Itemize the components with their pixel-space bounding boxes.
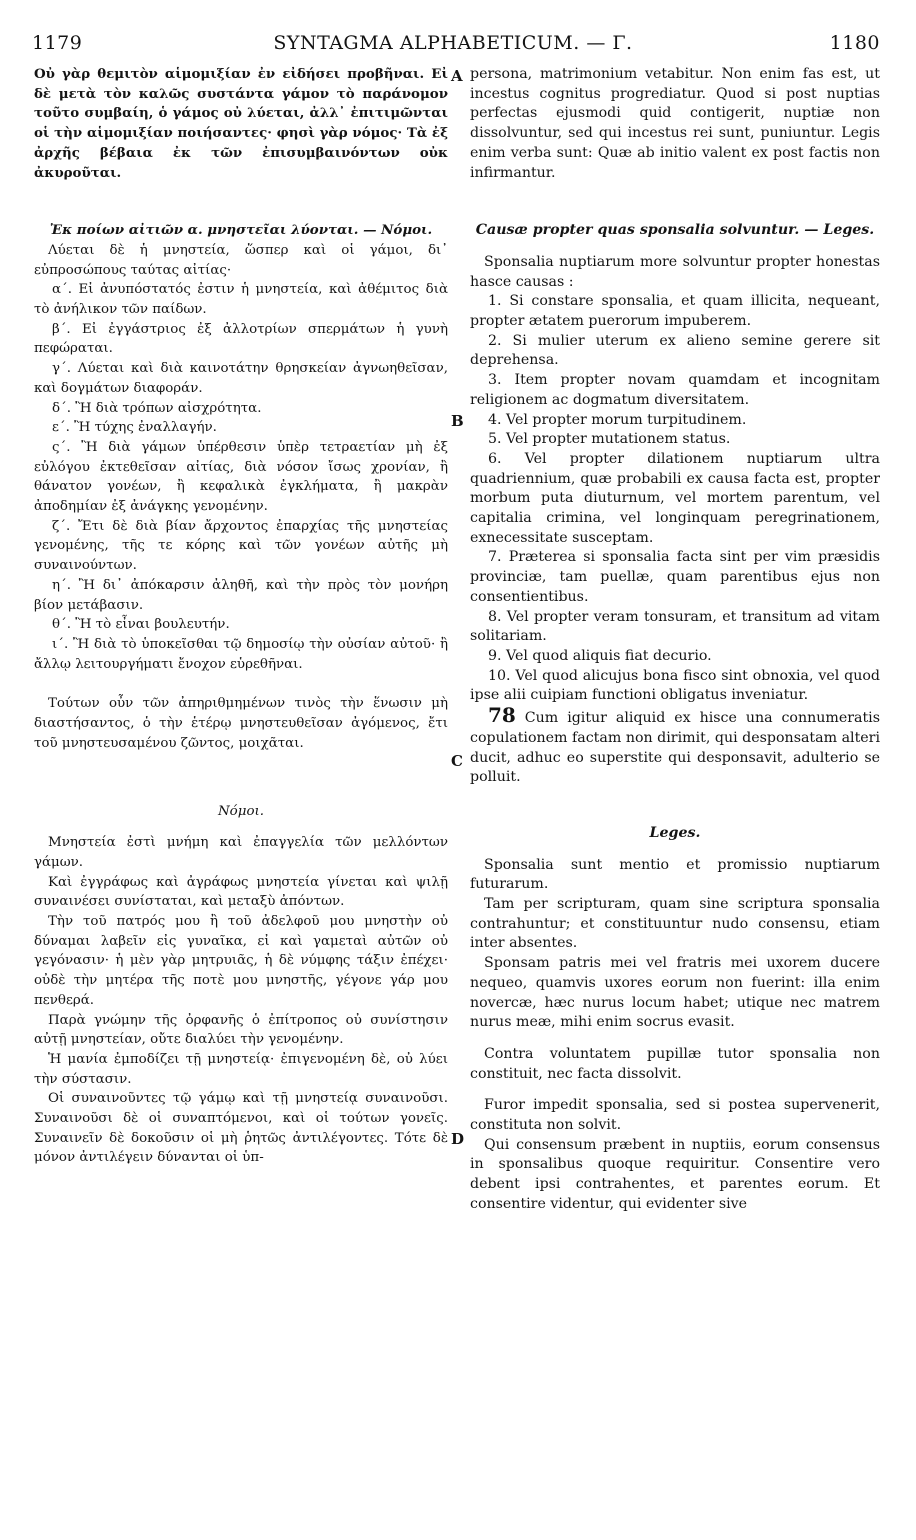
latin-cause-9: 9. Vel quod aliquis fiat decurio. — [488, 647, 712, 664]
greek-cause-9: θ΄. Ἢ τὸ εἶναι βουλευτήν. — [52, 617, 230, 633]
latin-opening-paragraph: persona, matrimonium vetabitur. Non enim fas est, ut incestus cognitus progrediatur. Quod si post nuptias perfectas ejusmodi quid contigerit, nuptiæ non dissolvuntur, sed qui incestus rei sunt, puniuntur. Legis enim verba sunt: Quæ ab initio valent ex post factis non infirmantur. — [470, 66, 880, 181]
greek-cause-3: γ΄. Λύεται καὶ διὰ καινοτάτην θρησκείαν ἀγνωηθεῖσαν, καὶ δογμάτων διαφοράν. — [34, 361, 448, 396]
greek-law-1: Μνηστεία ἐστὶ μνήμη καὶ ἐπαγγελία τῶν μελλόντων γάμων. — [34, 835, 448, 870]
latin-cause-8: 8. Vel propter veram tonsuram, et transitum ad vitam solitariam. — [470, 608, 880, 645]
margin-marker-a: A — [451, 67, 463, 85]
latin-law-2: Tam per scripturam, quam sine scriptura sponsalia contrahuntur; et constituuntur nudo consensu, etiam inter absentes. — [470, 896, 880, 952]
latin-column — [470, 65, 880, 1535]
latin-law-6: Qui consensum præbent in nuptiis, eorum consensus in sponsalibus quoque requiritur. Consentire vero debent ipsi contrahentes, et parentes eorum. Et consentire videntur, qui evidenter sive — [470, 1136, 880, 1212]
greek-laws-heading: Νόμοι. — [217, 803, 265, 819]
greek-cause-8: η΄. Ἢ δι᾽ ἀπόκαρσιν ἀληθῆ, καὶ τὴν πρὸς τὸν μονήρη βίον μετάβασιν. — [34, 577, 448, 613]
latin-cause-2: 2. Si mulier uterum ex alieno semine gerere sit deprehensa. — [470, 332, 880, 369]
latin-adultery-text: Cum igitur aliquid ex hisce una connumeratis copulationem factam non dirimit, qui desponsatam alteri ducit, adhuc eo superstite qui desponsavit, adulterio se polluit. — [470, 710, 880, 786]
margin-marker-c: C — [451, 752, 463, 770]
margin-marker-d: D — [451, 1130, 465, 1148]
greek-opening-paragraph: Οὐ γὰρ θεμιτὸν αἱμομιξίαν ἐν εἰδήσει προβῆναι. Εἰ δὲ μετὰ τὸν καλῶς συστάντα γάμον τὸ παράνομον τοῦτο συμβαίη, ὁ γάμος οὐ λύεται, ἀλλ᾽ ἐπιτιμῶνται οἱ τὴν αἱμομιξίαν ποιήσαντες· φησὶ γὰρ νόμος· Τὰ ἐξ ἀρχῆς βέβαια ἐκ τῶν ἐπισυμβαινόντων οὐκ ἀκυροῦται. — [34, 66, 448, 181]
latin-cause-5: 5. Vel propter mutationem status. — [488, 431, 731, 448]
greek-cause-7: ζ΄. Ἔτι δὲ διὰ βίαν ἄρχοντος ἐπαρχίας τῆς μνηστείας γενομένης, τῆς τε κόρης καὶ τῶν γονέων αὐτῆς μὴ συναινούντων. — [34, 518, 448, 574]
latin-cause-3: 3. Item propter novam quamdam et incognitam religionem ac dogmatum diversitatem. — [470, 372, 880, 408]
latin-law-4: Contra voluntatem pupillæ tutor sponsalia non constituit, nec facta dissolvit. — [470, 1045, 880, 1082]
latin-cause-1: 1. Si constare sponsalia, et quam illicita, nequeant, propter ætatem puerorum impuberem. — [470, 293, 880, 330]
latin-cause-10: 10. Vel quod alicujus bona fisco sint obnoxia, vel quod ipse alii cuipiam functioni obligatus inveniatur. — [470, 667, 880, 704]
latin-laws-heading: Leges. — [649, 824, 701, 841]
greek-law-4: Παρὰ γνώμην τῆς ὀρφανῆς ὁ ἐπίτροπος οὐ συνίστησιν αὐτῇ μνηστείαν, οὔτε διαλύει τὴν γενομένην. — [34, 1012, 448, 1048]
latin-law-3: Sponsam patris mei vel fratris mei uxorem ducere nequeo, quamvis uxores eorum non fuerint: illa enim novercæ, hæc nurus locum habet; utique nec matrem nurus meæ, mihi enim socrus evasit. — [470, 955, 880, 1031]
latin-causes-heading: Causæ propter quas sponsalia solvuntur. — Leges. — [475, 222, 875, 239]
greek-law-2: Καὶ ἐγγράφως καὶ ἀγράφως μνηστεία γίνεται καὶ ψιλῇ συναινέσει συνίσταται, καὶ μεταξὺ ἀπόντων. — [34, 874, 448, 910]
latin-cause-6: 6. Vel propter dilationem nuptiarum ultra quadriennium, quæ probabili ex causa facta est, propter morbum puta diuturnum, vel mortem parentum, vel capitalia crimina, vel longinquam peregrinationem, exnecessitate susceptam. — [470, 450, 880, 546]
greek-law-6: Οἱ συναινοῦντες τῷ γάμῳ καὶ τῇ μνηστείᾳ συναινοῦσι. Συναινοῦσι δὲ οἱ συναπτόμενοι, καὶ οἱ τούτων γονεῖς. Συναινεῖν δὲ δοκοῦσιν οἱ μὴ ῥητῶς ἀντιλέγοντες. Τότε δὲ μόνον ἀντιλέγειν δύνανται οἱ ὑπ- — [34, 1091, 448, 1166]
latin-law-1: Sponsalia sunt mentio et promissio nuptiarum futurarum. — [470, 856, 880, 893]
greek-causes-heading: Ἐκ ποίων αἰτιῶν α. μνηστεῖαι λύονται. — Νόμοι. — [49, 222, 433, 239]
latin-causes-intro: Sponsalia nuptiarum more solvuntur propter honestas hasce causas : — [470, 253, 880, 290]
greek-cause-4: δ΄. Ἢ διὰ τρόπων αἰσχρότητα. — [52, 400, 262, 416]
greek-adultery-paragraph: Τούτων οὖν τῶν ἀπηριθμημένων τινὸς τὴν ἕνωσιν μὴ διαστήσαντος, ὁ τὴν ἑτέρῳ μνηστευθεῖσαν ἀγόμενος, ἔτι τοῦ μνηστευσαμένου ζῶντος, μοιχᾶται. — [34, 696, 448, 751]
section-number: 78 — [488, 703, 516, 728]
margin-marker-b: B — [451, 412, 464, 430]
running-title: SYNTAGMA ALPHABETICUM. — Γ. — [273, 32, 633, 54]
greek-cause-2: β΄. Εἰ ἐγγάστριος ἐξ ἀλλοτρίων σπερμάτων ἡ γυνὴ πεφώραται. — [34, 321, 448, 357]
page-number-left: 1179 — [32, 32, 83, 54]
greek-causes-intro: Λύεται δὲ ἡ μνηστεία, ὥσπερ καὶ οἱ γάμοι, δι᾽ εὐπροσώπους ταύτας αἰτίας· — [34, 242, 448, 278]
greek-cause-6: ς΄. Ἢ διὰ γάμων ὑπέρθεσιν ὑπὲρ τετραετίαν μὴ ἐξ εὐλόγου ἐκτεθεῖσαν αἰτίας, διὰ νόσον ἴσως χρονίαν, ἢ θάνατον γονέων, ἢ κεφαλικὰ ἐγκλήματα, ἢ μακρὰν ἀποδημίαν ἐξ ἀνάγκης γενομένην. — [34, 439, 448, 515]
latin-cause-4: 4. Vel propter morum turpitudinem. — [488, 411, 747, 428]
page-number-right: 1180 — [829, 32, 880, 54]
greek-cause-5: ε΄. Ἢ τύχης ἐναλλαγήν. — [52, 420, 217, 436]
latin-law-5: Furor impedit sponsalia, sed si postea supervenerit, constituta non solvit. — [470, 1097, 880, 1134]
latin-adultery-paragraph — [470, 703, 880, 788]
greek-cause-10: ι΄. Ἢ διὰ τὸ ὑποκεῖσθαι τῷ δημοσίῳ τὴν οὐσίαν αὐτοῦ· ἢ ἄλλῳ λειτουργήματι ἔνοχον εὑρεθῆναι. — [34, 636, 448, 672]
greek-law-5: Ἡ μανία ἐμποδίζει τῇ μνηστείᾳ· ἐπιγενομένη δὲ, οὐ λύει τὴν σύστασιν. — [34, 1051, 448, 1087]
greek-column — [34, 65, 448, 1535]
greek-law-3: Τὴν τοῦ πατρός μου ἢ τοῦ ἀδελφοῦ μου μνηστὴν οὐ δύναμαι λαβεῖν εἰς γυναῖκα, εἰ καὶ γαμεταὶ αὐτῶν οὐ γεγόνασιν· ἡ μὲν γὰρ μητρυιᾶς, ἡ δὲ νύμφης τάξιν ἐπέχει· οὐδὲ τὴν μητέρα τῆς ποτὲ μου μνηστῆς, γέγονε γάρ μου πενθερά. — [34, 914, 448, 1008]
latin-cause-7: 7. Præterea si sponsalia facta sint per vim præsidis provinciæ, tam puellæ, quam parentibus ejus non consentientibus. — [470, 549, 880, 605]
running-header — [26, 30, 880, 58]
greek-cause-1: α΄. Εἰ ἀνυπόστατός ἐστιν ἡ μνηστεία, καὶ ἀθέμιτος διὰ τὸ ἀνήλικον τῶν παίδων. — [34, 282, 448, 318]
